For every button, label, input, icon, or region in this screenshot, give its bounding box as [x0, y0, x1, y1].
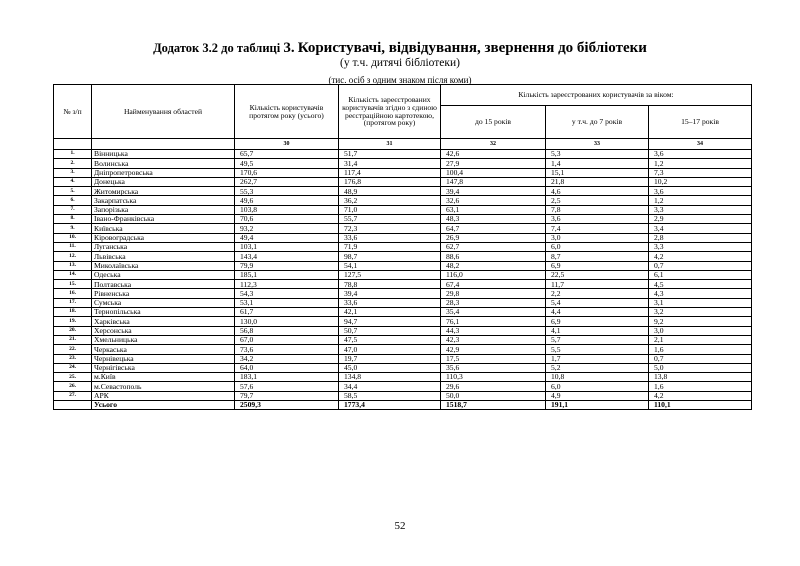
- cell-c33: 1,4: [546, 159, 649, 168]
- col-header-33: у т.ч. до 7 років: [546, 106, 649, 139]
- region-name: АРК: [92, 391, 235, 400]
- cell-c33: 3,0: [546, 233, 649, 242]
- cell-c33: 5,2: [546, 363, 649, 372]
- title-text: Користувачі, відвідування, звернення до бібліотеки: [297, 40, 647, 56]
- region-name: Миколаївська: [92, 261, 235, 270]
- region-name: Житомирська: [92, 187, 235, 196]
- row-index: 18.: [54, 308, 92, 317]
- row-index: 6.: [54, 196, 92, 205]
- cell-c32: 44,3: [441, 326, 546, 335]
- cell-c31: 72,3: [339, 224, 441, 233]
- cell-c33: 10,8: [546, 373, 649, 382]
- table-header: [54, 85, 752, 150]
- col-header-age-group: Кількість зареєстрованих користувачів за віком:: [441, 85, 752, 106]
- table-row: [54, 391, 752, 400]
- cell-c31: 47,0: [339, 345, 441, 354]
- cell-c33: 15,1: [546, 168, 649, 177]
- table-row: [54, 150, 752, 159]
- row-index: 2.: [54, 159, 92, 168]
- cell-c30: 67,0: [235, 335, 339, 344]
- cell-c33: 5,4: [546, 298, 649, 307]
- cell-c32: 42,6: [441, 150, 546, 159]
- total-label: Усього: [92, 401, 235, 410]
- cell-c31: 50,7: [339, 326, 441, 335]
- cell-c30: 49,6: [235, 196, 339, 205]
- cell-c30: 70,6: [235, 215, 339, 224]
- title-prefix: Додаток 3.2 до таблиці: [153, 41, 281, 55]
- table-row: [54, 326, 752, 335]
- cell-c33: 2,5: [546, 196, 649, 205]
- cell-c31: 55,7: [339, 215, 441, 224]
- region-name: Полтавська: [92, 280, 235, 289]
- cell-c34: 3,2: [649, 308, 752, 317]
- row-index: 1.: [54, 150, 92, 159]
- cell-c34: 3,6: [649, 187, 752, 196]
- cell-c33: 3,6: [546, 215, 649, 224]
- row-index: 14.: [54, 270, 92, 279]
- row-index: 5.: [54, 187, 92, 196]
- table-row: [54, 345, 752, 354]
- region-name: Чернігівська: [92, 363, 235, 372]
- cell-c34: 2,8: [649, 233, 752, 242]
- row-index: 21.: [54, 335, 92, 344]
- total-c32: 1518,7: [441, 401, 546, 410]
- region-name: Львівська: [92, 252, 235, 261]
- cell-c33: 6,9: [546, 261, 649, 270]
- region-name: Закарпатська: [92, 196, 235, 205]
- table-row: [54, 196, 752, 205]
- cell-c31: 42,1: [339, 308, 441, 317]
- cell-c34: 3,3: [649, 205, 752, 214]
- row-index: 22.: [54, 345, 92, 354]
- total-row: [54, 401, 752, 410]
- cell-c31: 33,6: [339, 298, 441, 307]
- cell-c31: 58,5: [339, 391, 441, 400]
- cell-c30: 112,3: [235, 280, 339, 289]
- table-row: [54, 363, 752, 372]
- cell-c31: 127,5: [339, 270, 441, 279]
- cell-c32: 110,3: [441, 373, 546, 382]
- cell-c32: 29,6: [441, 382, 546, 391]
- table-row: [54, 289, 752, 298]
- region-name: Волинська: [92, 159, 235, 168]
- table-row: [54, 261, 752, 270]
- cell-c33: 6,9: [546, 317, 649, 326]
- table-row: [54, 270, 752, 279]
- cell-c30: 49,4: [235, 233, 339, 242]
- cell-c33: 6,0: [546, 242, 649, 251]
- table-row: [54, 382, 752, 391]
- table-row: [54, 233, 752, 242]
- cell-c32: 35,4: [441, 308, 546, 317]
- cell-c31: 71,9: [339, 242, 441, 251]
- cell-c32: 88,6: [441, 252, 546, 261]
- col-header-31: Кількість зареєстрованих користувачів згідно з єдиною реєстраційною картотекою, (протягом року): [339, 85, 441, 139]
- region-name: м.Севастополь: [92, 382, 235, 391]
- cell-c32: 29,8: [441, 289, 546, 298]
- cell-c32: 42,9: [441, 345, 546, 354]
- cell-c32: 100,4: [441, 168, 546, 177]
- row-index: 9.: [54, 224, 92, 233]
- cell-c32: 63,1: [441, 205, 546, 214]
- unit-note: (тис. осіб з одним знаком після коми): [328, 75, 472, 85]
- table-row: [54, 242, 752, 251]
- cell-c30: 262,7: [235, 177, 339, 186]
- cell-c33: 7,8: [546, 205, 649, 214]
- col-num-32: 32: [441, 139, 546, 150]
- region-name: Запорізька: [92, 205, 235, 214]
- col-header-idx: № з/п: [54, 85, 92, 139]
- cell-c31: 45,0: [339, 363, 441, 372]
- cell-c32: 48,2: [441, 261, 546, 270]
- total-c33: 191,1: [546, 401, 649, 410]
- cell-c30: 183,1: [235, 373, 339, 382]
- region-name: Рівненська: [92, 289, 235, 298]
- row-index: 23.: [54, 354, 92, 363]
- table-row: [54, 335, 752, 344]
- row-index: 13.: [54, 261, 92, 270]
- table-row: [54, 177, 752, 186]
- row-index: 4.: [54, 177, 92, 186]
- cell-c33: 5,3: [546, 150, 649, 159]
- region-name: Чернівецька: [92, 354, 235, 363]
- cell-c31: 71,0: [339, 205, 441, 214]
- region-name: Сумська: [92, 298, 235, 307]
- cell-c32: 42,3: [441, 335, 546, 344]
- row-index: 26.: [54, 382, 92, 391]
- cell-c34: 10,2: [649, 177, 752, 186]
- cell-c31: 78,8: [339, 280, 441, 289]
- cell-c34: 0,7: [649, 261, 752, 270]
- cell-c32: 39,4: [441, 187, 546, 196]
- table-row: [54, 317, 752, 326]
- cell-c30: 57,6: [235, 382, 339, 391]
- row-index: 19.: [54, 317, 92, 326]
- cell-c30: 56,8: [235, 326, 339, 335]
- cell-c34: 9,2: [649, 317, 752, 326]
- row-index: 7.: [54, 205, 92, 214]
- cell-c33: 1,7: [546, 354, 649, 363]
- cell-c32: 32,6: [441, 196, 546, 205]
- cell-c34: 1,6: [649, 345, 752, 354]
- table-row: [54, 308, 752, 317]
- table-row: [54, 168, 752, 177]
- cell-c32: 64,7: [441, 224, 546, 233]
- col-num-30: 30: [235, 139, 339, 150]
- cell-c34: 5,0: [649, 363, 752, 372]
- cell-c31: 94,7: [339, 317, 441, 326]
- cell-c30: 130,0: [235, 317, 339, 326]
- statistics-table: [53, 84, 752, 410]
- cell-c30: 143,4: [235, 252, 339, 261]
- cell-c32: 67,4: [441, 280, 546, 289]
- row-index: 11.: [54, 242, 92, 251]
- page-number: 52: [394, 520, 406, 532]
- table-row: [54, 187, 752, 196]
- cell-c34: 2,9: [649, 215, 752, 224]
- cell-c34: 4,3: [649, 289, 752, 298]
- region-name: Херсонська: [92, 326, 235, 335]
- cell-c30: 170,6: [235, 168, 339, 177]
- cell-c34: 13,8: [649, 373, 752, 382]
- total-blank: [54, 401, 92, 410]
- cell-c32: 28,3: [441, 298, 546, 307]
- row-index: 16.: [54, 289, 92, 298]
- cell-c31: 33,6: [339, 233, 441, 242]
- cell-c33: 4,9: [546, 391, 649, 400]
- document-subtitle: (у т.ч. дитячі бібліотеки): [340, 57, 460, 69]
- col-num-34: 34: [649, 139, 752, 150]
- row-index: 8.: [54, 215, 92, 224]
- cell-c34: 2,1: [649, 335, 752, 344]
- row-index: 17.: [54, 298, 92, 307]
- cell-c33: 4,4: [546, 308, 649, 317]
- cell-c30: 61,7: [235, 308, 339, 317]
- region-name: м.Київ: [92, 373, 235, 382]
- cell-c32: 27,9: [441, 159, 546, 168]
- cell-c34: 3,4: [649, 224, 752, 233]
- cell-c30: 53,1: [235, 298, 339, 307]
- cell-c32: 116,0: [441, 270, 546, 279]
- table-row: [54, 298, 752, 307]
- cell-c34: 3,3: [649, 242, 752, 251]
- cell-c33: 21,8: [546, 177, 649, 186]
- cell-c34: 3,0: [649, 326, 752, 335]
- row-index: 10.: [54, 233, 92, 242]
- region-name: Тернопільська: [92, 308, 235, 317]
- table-row: [54, 224, 752, 233]
- table-row: [54, 280, 752, 289]
- total-c34: 110,1: [649, 401, 752, 410]
- region-name: Харківська: [92, 317, 235, 326]
- cell-c34: 4,2: [649, 252, 752, 261]
- cell-c33: 4,1: [546, 326, 649, 335]
- table-row: [54, 159, 752, 168]
- col-header-30: Кількість користувачів протягом року (усього): [235, 85, 339, 139]
- cell-c33: 2,2: [546, 289, 649, 298]
- cell-c34: 0,7: [649, 354, 752, 363]
- region-name: Вінницька: [92, 150, 235, 159]
- cell-c30: 79,7: [235, 391, 339, 400]
- cell-c34: 1,2: [649, 196, 752, 205]
- cell-c34: 1,6: [649, 382, 752, 391]
- region-name: Дніпропетровська: [92, 168, 235, 177]
- cell-c34: 3,6: [649, 150, 752, 159]
- cell-c31: 47,5: [339, 335, 441, 344]
- cell-c32: 26,9: [441, 233, 546, 242]
- cell-c31: 54,1: [339, 261, 441, 270]
- cell-c31: 48,9: [339, 187, 441, 196]
- cell-c33: 8,7: [546, 252, 649, 261]
- cell-c34: 3,1: [649, 298, 752, 307]
- cell-c31: 134,8: [339, 373, 441, 382]
- document-title: [0, 40, 800, 57]
- row-index: 15.: [54, 280, 92, 289]
- cell-c31: 51,7: [339, 150, 441, 159]
- cell-c30: 103,1: [235, 242, 339, 251]
- total-c31: 1773,4: [339, 401, 441, 410]
- region-name: Донецька: [92, 177, 235, 186]
- cell-c32: 17,5: [441, 354, 546, 363]
- cell-c32: 62,7: [441, 242, 546, 251]
- col-header-name: Найменування областей: [92, 85, 235, 139]
- table-row: [54, 205, 752, 214]
- cell-c30: 103,8: [235, 205, 339, 214]
- cell-c30: 55,3: [235, 187, 339, 196]
- col-num-33: 33: [546, 139, 649, 150]
- cell-c32: 35,6: [441, 363, 546, 372]
- cell-c33: 7,4: [546, 224, 649, 233]
- region-name: Черкаська: [92, 345, 235, 354]
- region-name: Київська: [92, 224, 235, 233]
- title-number: 3.: [283, 40, 295, 56]
- cell-c31: 19,7: [339, 354, 441, 363]
- cell-c30: 79,9: [235, 261, 339, 270]
- col-num-31: 31: [339, 139, 441, 150]
- cell-c33: 5,7: [546, 335, 649, 344]
- column-number-row: [54, 139, 752, 150]
- region-name: Одеська: [92, 270, 235, 279]
- row-index: 24.: [54, 363, 92, 372]
- cell-c33: 6,0: [546, 382, 649, 391]
- row-index: 20.: [54, 326, 92, 335]
- cell-c34: 7,3: [649, 168, 752, 177]
- cell-c31: 36,2: [339, 196, 441, 205]
- cell-c31: 39,4: [339, 289, 441, 298]
- cell-c30: 54,3: [235, 289, 339, 298]
- cell-c30: 64,0: [235, 363, 339, 372]
- cell-c32: 147,8: [441, 177, 546, 186]
- cell-c30: 65,7: [235, 150, 339, 159]
- cell-c30: 73,6: [235, 345, 339, 354]
- cell-c31: 31,4: [339, 159, 441, 168]
- region-name: Луганська: [92, 242, 235, 251]
- col-num-blank: [92, 139, 235, 150]
- region-name: Кіровоградська: [92, 233, 235, 242]
- cell-c34: 4,5: [649, 280, 752, 289]
- cell-c33: 4,6: [546, 187, 649, 196]
- table-row: [54, 215, 752, 224]
- cell-c34: 4,2: [649, 391, 752, 400]
- table-row: [54, 354, 752, 363]
- cell-c33: 5,5: [546, 345, 649, 354]
- cell-c34: 1,2: [649, 159, 752, 168]
- table-row: [54, 252, 752, 261]
- cell-c31: 98,7: [339, 252, 441, 261]
- cell-c30: 34,2: [235, 354, 339, 363]
- cell-c32: 50,0: [441, 391, 546, 400]
- col-num-blank: [54, 139, 92, 150]
- cell-c33: 11,7: [546, 280, 649, 289]
- cell-c30: 49,5: [235, 159, 339, 168]
- cell-c32: 48,3: [441, 215, 546, 224]
- row-index: 27.: [54, 391, 92, 400]
- row-index: 3.: [54, 168, 92, 177]
- cell-c30: 93,2: [235, 224, 339, 233]
- cell-c33: 22,5: [546, 270, 649, 279]
- cell-c31: 117,4: [339, 168, 441, 177]
- table-body: [54, 150, 752, 410]
- table-row: [54, 373, 752, 382]
- total-c30: 2509,3: [235, 401, 339, 410]
- col-header-32: до 15 років: [441, 106, 546, 139]
- row-index: 12.: [54, 252, 92, 261]
- col-header-34: 15–17 років: [649, 106, 752, 139]
- region-name: Хмельницька: [92, 335, 235, 344]
- cell-c30: 185,1: [235, 270, 339, 279]
- region-name: Івано-Франківська: [92, 215, 235, 224]
- cell-c32: 76,1: [441, 317, 546, 326]
- cell-c31: 34,4: [339, 382, 441, 391]
- row-index: 25.: [54, 373, 92, 382]
- cell-c31: 176,8: [339, 177, 441, 186]
- cell-c34: 6,1: [649, 270, 752, 279]
